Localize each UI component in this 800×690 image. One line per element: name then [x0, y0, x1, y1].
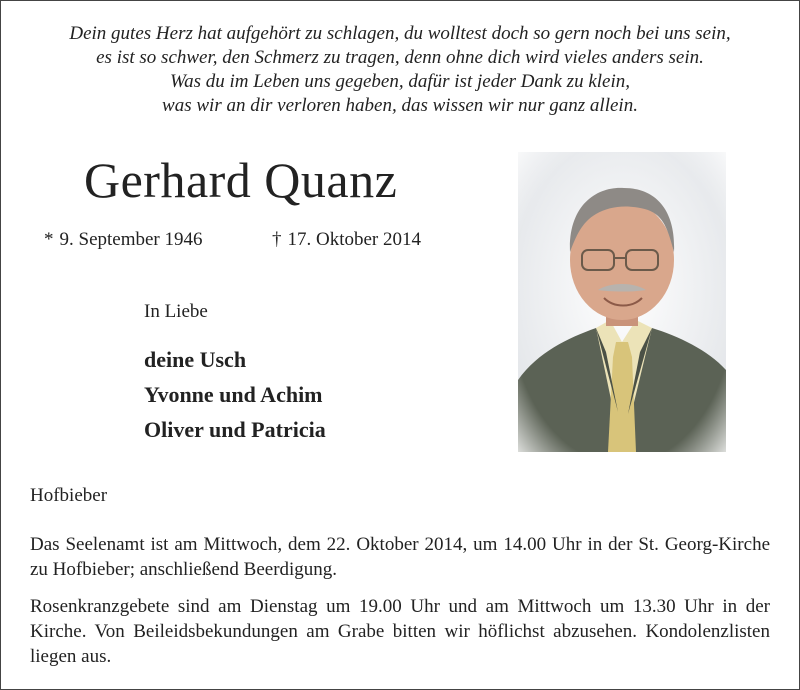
death-date-line [272, 226, 421, 254]
mourners-list [144, 342, 326, 447]
birth-date: 9. September 1946 [59, 229, 203, 250]
death-date: 17. Oktober 2014 [287, 229, 422, 250]
poem-line: Was du im Leben uns gegeben, dafür ist jeder Dank zu klein, [170, 71, 630, 92]
funeral-mass-paragraph: Das Seelenamt ist am Mittwoch, dem 22. Oktober 2014, um 14.00 Uhr in der St. Georg-Kirche zu Hofbieber; anschließend Beerdigung. [30, 534, 770, 580]
poem-line: Dein gutes Herz hat aufgehört zu schlagen, du wolltest doch so gern noch bei uns sein, [69, 23, 731, 44]
rosary-paragraph: Rosenkranzgebete sind am Dienstag um 19.00 Uhr und am Mittwoch um 13.30 Uhr in der Kirche. Von Beileidsbekundungen am Grabe bitten wir höflichst abzusehen. Kondolenzlisten liegen aus. [30, 596, 770, 667]
birth-symbol: * [44, 229, 54, 250]
mourner-name: Yvonne und Achim [144, 382, 323, 407]
portrait-icon [518, 152, 726, 452]
place-name: Hofbieber [30, 485, 108, 506]
deceased-name: Gerhard Quanz [84, 152, 398, 208]
poem-line: es ist so schwer, den Schmerz zu tragen, denn ohne dich wird vieles anders sein. [96, 47, 704, 68]
birth-date-line [44, 226, 203, 254]
memorial-poem [20, 22, 780, 118]
mourners-intro: In Liebe [144, 301, 208, 322]
portrait-photo [518, 152, 726, 452]
death-symbol: † [272, 229, 282, 250]
mourner-name: deine Usch [144, 347, 247, 372]
poem-line: was wir an dir verloren haben, das wissen wir nur ganz allein. [162, 95, 638, 116]
mourner-name: Oliver und Patricia [144, 417, 326, 442]
